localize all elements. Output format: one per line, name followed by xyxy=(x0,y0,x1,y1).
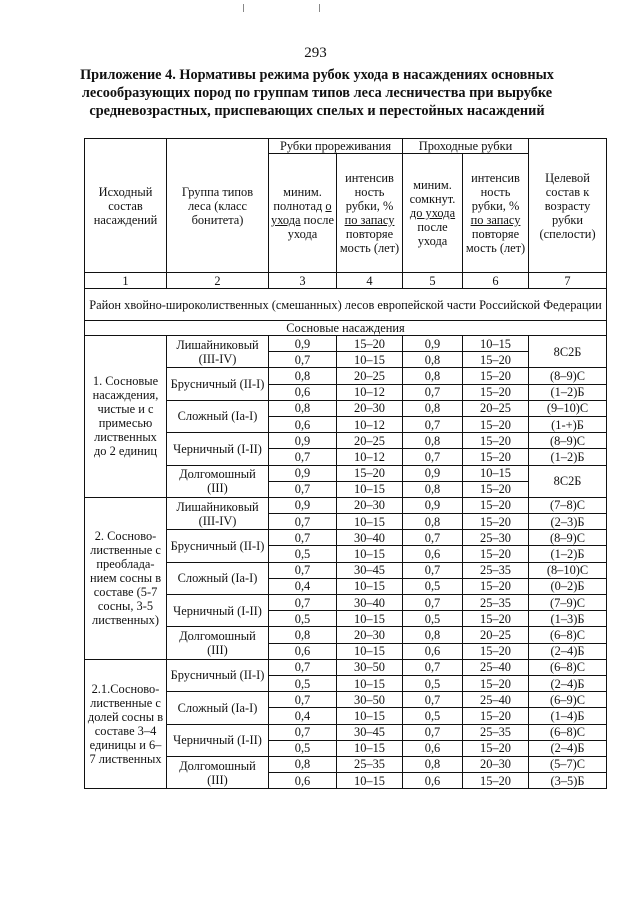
value-cell-c4: 20–25 xyxy=(337,368,403,384)
value-cell-c5: 0,7 xyxy=(403,562,463,578)
forest-type-cell: Лишайниковый (III-IV) xyxy=(167,497,269,529)
value-cell-c3: 0,7 xyxy=(269,530,337,546)
value-cell-c4: 10–15 xyxy=(337,643,403,659)
value-cell-c4: 10–15 xyxy=(337,611,403,627)
value-cell-c4: 30–40 xyxy=(337,530,403,546)
target-composition-cell: (1–4)Б xyxy=(529,708,607,724)
value-cell-c5: 0,5 xyxy=(403,708,463,724)
value-cell-c5: 0,7 xyxy=(403,449,463,465)
column-number: 3 xyxy=(269,273,337,289)
value-cell-c5: 0,8 xyxy=(403,400,463,416)
value-cell-c3: 0,9 xyxy=(269,433,337,449)
value-cell-c5: 0,8 xyxy=(403,627,463,643)
value-cell-c4: 20–30 xyxy=(337,497,403,513)
value-cell-c6: 15–20 xyxy=(463,384,529,400)
value-cell-c6: 15–20 xyxy=(463,449,529,465)
target-composition-cell: (8–9)С xyxy=(529,530,607,546)
value-cell-c5: 0,8 xyxy=(403,481,463,497)
value-cell-c6: 15–20 xyxy=(463,433,529,449)
value-cell-c5: 0,5 xyxy=(403,675,463,691)
forest-type-cell: Брусничный (II-I) xyxy=(167,530,269,562)
region-title: Район хвойно-широколиственных (смешанных) лесов европейской части Российской Федерации xyxy=(85,289,607,321)
header-min-closure-b: после ухода xyxy=(417,220,448,248)
value-cell-c3: 0,6 xyxy=(269,643,337,659)
value-cell-c6: 25–35 xyxy=(463,724,529,740)
scan-marks xyxy=(0,4,631,14)
value-cell-c6: 15–20 xyxy=(463,416,529,432)
forest-type-cell: Сложный (Iа-I) xyxy=(167,692,269,724)
table-row xyxy=(85,336,607,352)
value-cell-c4: 10–15 xyxy=(337,546,403,562)
forest-type-cell: Лишайниковый (III-IV) xyxy=(167,336,269,368)
page-number: 293 xyxy=(304,45,327,61)
value-cell-c4: 10–15 xyxy=(337,578,403,594)
target-composition-cell: (8–9)С xyxy=(529,433,607,449)
value-cell-c5: 0,7 xyxy=(403,692,463,708)
target-composition-cell: 8С2Б xyxy=(529,465,607,497)
target-composition-cell: (1–2)Б xyxy=(529,449,607,465)
value-cell-c4: 30–45 xyxy=(337,562,403,578)
value-cell-c4: 10–15 xyxy=(337,708,403,724)
norms-table xyxy=(84,138,607,789)
target-composition-cell: (2–4)Б xyxy=(529,740,607,756)
value-cell-c5: 0,6 xyxy=(403,643,463,659)
header-min-closure-u: до ухода xyxy=(409,206,456,220)
target-composition-cell: (8–10)С xyxy=(529,562,607,578)
header-thinning-intensity xyxy=(337,154,403,273)
value-cell-c4: 10–15 xyxy=(337,773,403,789)
header-passage-intensity-u: по запасу xyxy=(470,213,521,227)
norms-table-body xyxy=(85,289,607,789)
forest-type-cell: Черничный (I-II) xyxy=(167,724,269,756)
value-cell-c6: 15–20 xyxy=(463,643,529,659)
target-composition-cell: (2–4)Б xyxy=(529,643,607,659)
value-cell-c5: 0,6 xyxy=(403,740,463,756)
value-cell-c5: 0,8 xyxy=(403,368,463,384)
table-row xyxy=(85,497,607,513)
header-thinning-group: Рубки прореживания xyxy=(269,139,403,154)
value-cell-c4: 15–20 xyxy=(337,465,403,481)
value-cell-c4: 30–45 xyxy=(337,724,403,740)
header-thinning-intensity-u: по запасу xyxy=(344,213,395,227)
value-cell-c3: 0,5 xyxy=(269,740,337,756)
value-cell-c3: 0,9 xyxy=(269,465,337,481)
value-cell-c6: 15–20 xyxy=(463,740,529,756)
column-number: 4 xyxy=(337,273,403,289)
value-cell-c4: 10–12 xyxy=(337,416,403,432)
value-cell-c4: 30–40 xyxy=(337,595,403,611)
value-cell-c3: 0,8 xyxy=(269,756,337,772)
value-cell-c4: 10–15 xyxy=(337,675,403,691)
value-cell-c4: 20–25 xyxy=(337,433,403,449)
target-composition-cell: (1–2)Б xyxy=(529,546,607,562)
forest-type-cell: Долгомошный (III) xyxy=(167,627,269,659)
value-cell-c4: 30–50 xyxy=(337,659,403,675)
value-cell-c5: 0,9 xyxy=(403,465,463,481)
value-cell-c6: 15–20 xyxy=(463,675,529,691)
header-initial-composition: Исходный состав насаждений xyxy=(85,139,167,273)
column-number: 7 xyxy=(529,273,607,289)
target-composition-cell: (1–3)Б xyxy=(529,611,607,627)
value-cell-c3: 0,5 xyxy=(269,611,337,627)
value-cell-c5: 0,7 xyxy=(403,416,463,432)
value-cell-c3: 0,7 xyxy=(269,481,337,497)
target-composition-cell: (0–2)Б xyxy=(529,578,607,594)
value-cell-c5: 0,7 xyxy=(403,384,463,400)
target-composition-cell: (5–7)С xyxy=(529,756,607,772)
value-cell-c6: 15–20 xyxy=(463,497,529,513)
value-cell-c5: 0,8 xyxy=(403,433,463,449)
header-min-closure xyxy=(403,154,463,273)
header-min-density-a: миним. полнотад xyxy=(273,185,323,213)
value-cell-c3: 0,5 xyxy=(269,546,337,562)
header-min-density xyxy=(269,154,337,273)
value-cell-c6: 15–20 xyxy=(463,352,529,368)
value-cell-c6: 25–35 xyxy=(463,595,529,611)
value-cell-c5: 0,9 xyxy=(403,497,463,513)
value-cell-c4: 30–50 xyxy=(337,692,403,708)
target-composition-cell: 8С2Б xyxy=(529,336,607,368)
value-cell-c6: 15–20 xyxy=(463,578,529,594)
forest-type-cell: Брусничный (II-I) xyxy=(167,659,269,691)
column-number: 1 xyxy=(85,273,167,289)
value-cell-c4: 20–30 xyxy=(337,400,403,416)
value-cell-c5: 0,5 xyxy=(403,578,463,594)
value-cell-c3: 0,7 xyxy=(269,352,337,368)
forest-type-cell: Долгомошный (III) xyxy=(167,465,269,497)
group-name-cell: 1. Сосновые насаждения, чистые и с примесью лиственных до 2 единиц xyxy=(85,336,167,498)
value-cell-c6: 15–20 xyxy=(463,546,529,562)
header-min-density-b: после ухода xyxy=(287,213,334,241)
value-cell-c3: 0,6 xyxy=(269,773,337,789)
header-min-density-u: о ухода xyxy=(271,199,332,227)
table-row xyxy=(85,659,607,675)
value-cell-c3: 0,8 xyxy=(269,368,337,384)
value-cell-c3: 0,7 xyxy=(269,449,337,465)
value-cell-c5: 0,8 xyxy=(403,514,463,530)
target-composition-cell: (7–8)С xyxy=(529,497,607,513)
target-composition-cell: (2–4)Б xyxy=(529,675,607,691)
forest-type-cell: Сложный (Iа-I) xyxy=(167,562,269,594)
value-cell-c6: 15–20 xyxy=(463,481,529,497)
target-composition-cell: (7–9)С xyxy=(529,595,607,611)
value-cell-c5: 0,7 xyxy=(403,724,463,740)
value-cell-c3: 0,7 xyxy=(269,514,337,530)
value-cell-c6: 25–40 xyxy=(463,692,529,708)
value-cell-c6: 25–30 xyxy=(463,530,529,546)
value-cell-c5: 0,5 xyxy=(403,611,463,627)
header-thinning-intensity-b: повторяе мость (лет) xyxy=(339,227,400,255)
group-name-cell: 2.1.Сосново-лиственные с долей сосны в составе 3–4 единицы и 6–7 лиственных xyxy=(85,659,167,789)
value-cell-c3: 0,7 xyxy=(269,562,337,578)
value-cell-c4: 10–15 xyxy=(337,352,403,368)
scan-mark xyxy=(243,4,244,12)
column-number: 2 xyxy=(167,273,269,289)
header-passage-intensity-b: повторяе мость (лет) xyxy=(465,227,526,255)
value-cell-c4: 25–35 xyxy=(337,756,403,772)
header-thinning-intensity-a: интенсив ность рубки, % xyxy=(345,171,394,213)
value-cell-c3: 0,9 xyxy=(269,336,337,352)
target-composition-cell: (3–5)Б xyxy=(529,773,607,789)
forest-type-cell: Черничный (I-II) xyxy=(167,595,269,627)
value-cell-c3: 0,8 xyxy=(269,627,337,643)
value-cell-c4: 20–30 xyxy=(337,627,403,643)
value-cell-c6: 20–25 xyxy=(463,627,529,643)
value-cell-c6: 10–15 xyxy=(463,465,529,481)
value-cell-c3: 0,7 xyxy=(269,595,337,611)
group-name-cell: 2. Сосново-лиственные с преоблада-нием сосны в составе (5-7 сосны, 3-5 лиственных) xyxy=(85,497,167,659)
header-passage-intensity-a: интенсив ность рубки, % xyxy=(471,171,520,213)
value-cell-c4: 10–15 xyxy=(337,481,403,497)
header-target-composition: Целевой состав к возрасту рубки (спелости) xyxy=(529,139,607,273)
value-cell-c5: 0,7 xyxy=(403,595,463,611)
value-cell-c6: 15–20 xyxy=(463,773,529,789)
value-cell-c5: 0,7 xyxy=(403,659,463,675)
value-cell-c6: 20–30 xyxy=(463,756,529,772)
value-cell-c4: 10–12 xyxy=(337,449,403,465)
scan-mark xyxy=(319,4,320,12)
header-passage-intensity xyxy=(463,154,529,273)
page-heading: Приложение 4. Нормативы режима рубок ухода в насаждениях основных лесообразующих пород по группам типов леса лесничества при вырубке средневозрастных, приспевающих спелых и перестойных насаждений xyxy=(80,67,554,119)
value-cell-c6: 10–15 xyxy=(463,336,529,352)
value-cell-c5: 0,7 xyxy=(403,530,463,546)
target-composition-cell: (8–9)С xyxy=(529,368,607,384)
target-composition-cell: (2–3)Б xyxy=(529,514,607,530)
value-cell-c5: 0,9 xyxy=(403,336,463,352)
value-cell-c3: 0,5 xyxy=(269,675,337,691)
value-cell-c5: 0,8 xyxy=(403,756,463,772)
value-cell-c4: 10–15 xyxy=(337,514,403,530)
subregion-title: Сосновые насаждения xyxy=(85,321,607,336)
value-cell-c3: 0,7 xyxy=(269,659,337,675)
value-cell-c3: 0,6 xyxy=(269,416,337,432)
target-composition-cell: (1-+)Б xyxy=(529,416,607,432)
value-cell-c4: 15–20 xyxy=(337,336,403,352)
value-cell-c4: 10–12 xyxy=(337,384,403,400)
value-cell-c6: 25–35 xyxy=(463,562,529,578)
forest-type-cell: Сложный (Iа-I) xyxy=(167,400,269,432)
value-cell-c4: 10–15 xyxy=(337,740,403,756)
value-cell-c3: 0,6 xyxy=(269,384,337,400)
target-composition-cell: (6–8)С xyxy=(529,627,607,643)
column-number: 5 xyxy=(403,273,463,289)
value-cell-c5: 0,8 xyxy=(403,352,463,368)
target-composition-cell: (9–10)С xyxy=(529,400,607,416)
target-composition-cell: (1–2)Б xyxy=(529,384,607,400)
value-cell-c6: 20–25 xyxy=(463,400,529,416)
header-forest-type-group: Группа типов леса (класс бонитета) xyxy=(167,139,269,273)
header-passage-cutting-group: Проходные рубки xyxy=(403,139,529,154)
forest-type-cell: Брусничный (II-I) xyxy=(167,368,269,400)
target-composition-cell: (6–8)С xyxy=(529,724,607,740)
value-cell-c3: 0,7 xyxy=(269,692,337,708)
column-number: 6 xyxy=(463,273,529,289)
value-cell-c6: 15–20 xyxy=(463,368,529,384)
header-min-closure-a: миним. сомкнут. xyxy=(409,178,456,206)
target-composition-cell: (6–8)С xyxy=(529,659,607,675)
value-cell-c3: 0,4 xyxy=(269,708,337,724)
value-cell-c6: 25–40 xyxy=(463,659,529,675)
value-cell-c5: 0,6 xyxy=(403,546,463,562)
target-composition-cell: (6–9)С xyxy=(529,692,607,708)
forest-type-cell: Черничный (I-II) xyxy=(167,433,269,465)
forest-type-cell: Долгомошный (III) xyxy=(167,756,269,788)
value-cell-c6: 15–20 xyxy=(463,514,529,530)
value-cell-c5: 0,6 xyxy=(403,773,463,789)
value-cell-c3: 0,4 xyxy=(269,578,337,594)
value-cell-c6: 15–20 xyxy=(463,708,529,724)
value-cell-c3: 0,9 xyxy=(269,497,337,513)
value-cell-c3: 0,7 xyxy=(269,724,337,740)
value-cell-c6: 15–20 xyxy=(463,611,529,627)
value-cell-c3: 0,8 xyxy=(269,400,337,416)
